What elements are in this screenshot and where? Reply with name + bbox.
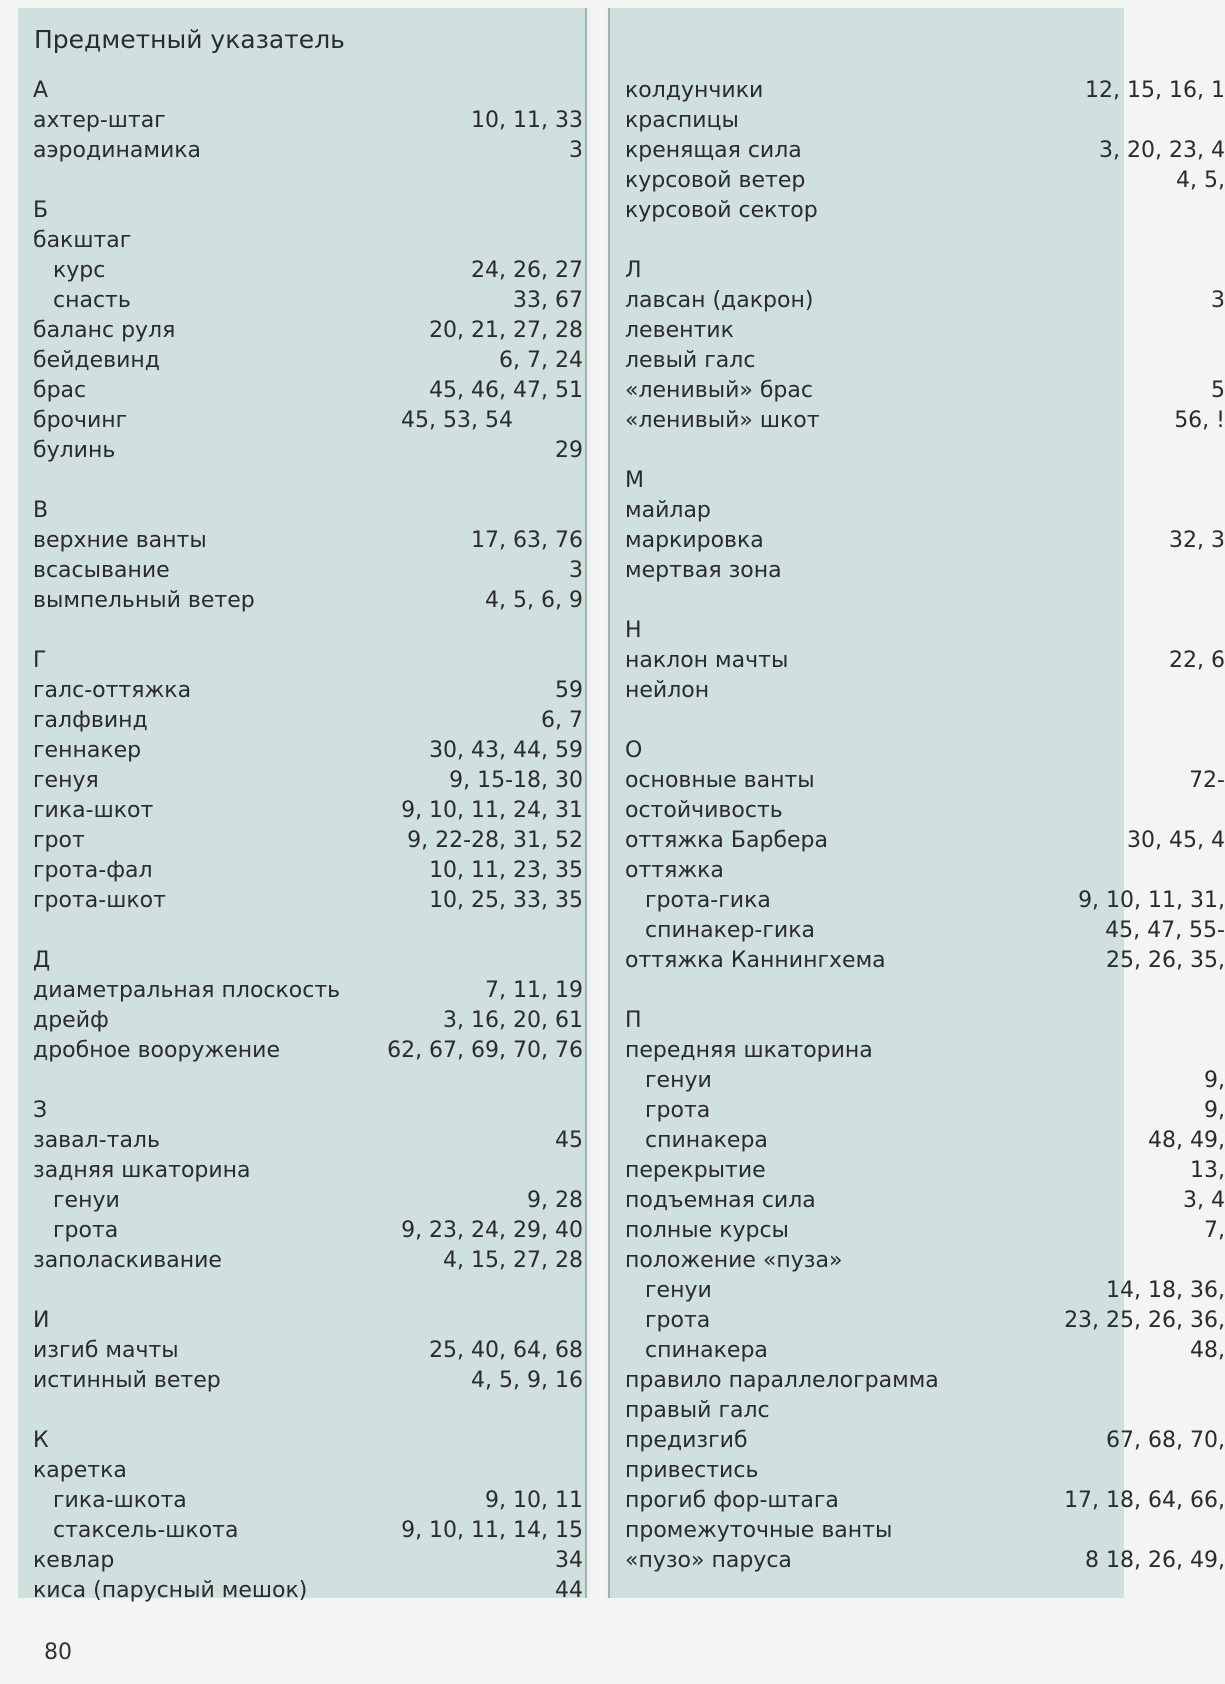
index-page-refs: 9, 22-28, 31, 52: [407, 828, 583, 853]
index-subentry: [33, 256, 583, 286]
index-term: истинный ветер: [33, 1368, 221, 1393]
index-term: снасть: [53, 288, 131, 313]
index-entry: [33, 346, 583, 376]
index-term: бейдевинд: [33, 348, 161, 373]
index-term: майлар: [625, 498, 711, 523]
index-entry: [33, 1126, 583, 1156]
index-term: галфвинд: [33, 708, 148, 733]
index-entry: [33, 526, 583, 556]
index-page-refs: 3: [569, 138, 583, 163]
index-term: задняя шкаторина: [33, 1158, 251, 1183]
index-term: курс: [53, 258, 106, 283]
index-entry: [33, 766, 583, 796]
index-letter: Л: [625, 258, 642, 283]
index-letter: В: [33, 498, 49, 523]
index-page-refs: 4, 5, 6, 9: [485, 588, 583, 613]
index-term: всасывание: [33, 558, 170, 583]
index-page-refs: 12, 15, 16, 1: [1085, 78, 1225, 103]
index-entry: [625, 1036, 1225, 1066]
index-entry: [625, 196, 1225, 226]
index-page-refs: 9, 10, 11, 24, 31: [401, 798, 583, 823]
index-page-refs: 3: [569, 558, 583, 583]
index-entry: [625, 766, 1225, 796]
index-page-refs: 56, !: [1174, 408, 1225, 433]
index-spacer: [33, 916, 583, 946]
index-entry: [625, 1186, 1225, 1216]
index-entry: [33, 676, 583, 706]
index-page-refs: 6, 7, 24: [499, 348, 583, 373]
index-letter-heading: [625, 1006, 1225, 1036]
index-page-refs: 3: [1211, 288, 1225, 313]
index-term: «ленивый» шкот: [625, 408, 820, 433]
index-term: колдунчики: [625, 78, 764, 103]
index-column-left: [18, 8, 590, 1603]
index-subentry: [625, 1276, 1225, 1306]
index-entry: [625, 1426, 1225, 1456]
index-term: маркировка: [625, 528, 764, 553]
index-term: курсовой сектор: [625, 198, 818, 223]
index-page-refs: 3, 4: [1183, 1188, 1225, 1213]
index-entry: [33, 1246, 583, 1276]
index-entry: [625, 316, 1225, 346]
index-term: правило параллелограмма: [625, 1368, 939, 1393]
index-entry: [625, 826, 1225, 856]
index-term: ахтер-штаг: [33, 108, 166, 133]
index-page-refs: 25, 26, 35,: [1106, 948, 1225, 973]
index-entry: [33, 1006, 583, 1036]
index-term: брас: [33, 378, 87, 403]
index-letter-heading: [33, 1426, 583, 1456]
index-entry: [625, 76, 1225, 106]
index-entry: [625, 1486, 1225, 1516]
index-entry: [33, 136, 583, 166]
index-page-refs: 3, 16, 20, 61: [443, 1008, 583, 1033]
index-entry: [33, 1366, 583, 1396]
index-term: вымпельный ветер: [33, 588, 255, 613]
index-term: заполаскивание: [33, 1248, 222, 1273]
index-entry: [33, 826, 583, 856]
index-page-refs: 5: [1211, 378, 1225, 403]
index-letter: А: [33, 78, 49, 103]
index-term: оттяжка Каннингхема: [625, 948, 886, 973]
index-entry: [625, 286, 1225, 316]
index-letter-heading: [33, 1306, 583, 1336]
index-subentry: [33, 1216, 583, 1246]
index-entry: [625, 1246, 1225, 1276]
index-term: дрейф: [33, 1008, 109, 1033]
index-term: стаксель-шкота: [53, 1518, 239, 1543]
index-page-refs: 14, 18, 36,: [1106, 1278, 1225, 1303]
index-entry: [625, 106, 1225, 136]
index-entry: [33, 316, 583, 346]
index-page-refs: 25, 40, 64, 68: [429, 1338, 583, 1363]
index-subentry: [625, 1336, 1225, 1366]
index-term: основные ванты: [625, 768, 815, 793]
index-term: брочинг: [33, 408, 128, 433]
index-entry: [33, 1576, 583, 1606]
index-page-refs: 7,: [1204, 1218, 1225, 1243]
index-subentry: [625, 1306, 1225, 1336]
index-spacer: [625, 706, 1225, 736]
index-page-refs: 23, 25, 26, 36,: [1064, 1308, 1225, 1333]
index-term: спинакера: [645, 1338, 768, 1363]
index-subentry: [33, 286, 583, 316]
index-entry: [33, 436, 583, 466]
index-page-refs: 45, 53, 54: [401, 408, 513, 433]
index-spacer: [625, 226, 1225, 256]
index-term: баланс руля: [33, 318, 176, 343]
index-term: «ленивый» брас: [625, 378, 813, 403]
index-entry: [625, 1156, 1225, 1186]
index-spacer: [33, 1276, 583, 1306]
index-letter: Б: [33, 198, 49, 223]
index-entry: [625, 376, 1225, 406]
index-entry: [33, 976, 583, 1006]
index-subentry: [625, 1096, 1225, 1126]
index-term: левый галс: [625, 348, 756, 373]
index-spacer: [33, 466, 583, 496]
index-term: лавсан (дакрон): [625, 288, 814, 313]
index-entry: [33, 556, 583, 586]
index-term: «пузо» паруса: [625, 1548, 792, 1573]
index-term: грот: [33, 828, 85, 853]
index-spacer: [625, 586, 1225, 616]
index-term: каретка: [33, 1458, 127, 1483]
index-entry: [625, 496, 1225, 526]
index-entry: [33, 406, 583, 436]
index-term: бакштаг: [33, 228, 132, 253]
index-page-refs: 10, 25, 33, 35: [429, 888, 583, 913]
index-letter-heading: [33, 496, 583, 526]
index-page-refs: 45, 47, 55-: [1105, 918, 1225, 943]
index-page-refs: 22, 6: [1169, 648, 1225, 673]
index-entry: [625, 1366, 1225, 1396]
index-term: генуи: [645, 1068, 712, 1093]
index-term: дробное вооружение: [33, 1038, 281, 1063]
index-page-refs: 9,: [1204, 1068, 1225, 1093]
index-term: грота-шкот: [33, 888, 166, 913]
index-page-refs: 30, 43, 44, 59: [429, 738, 583, 763]
index-term: спинакер-гика: [645, 918, 815, 943]
index-entry: [625, 1516, 1225, 1546]
index-term: киса (парусный мешок): [33, 1578, 308, 1603]
index-entry: [625, 646, 1225, 676]
index-page-refs: 67, 68, 70,: [1106, 1428, 1225, 1453]
index-term: галс-оттяжка: [33, 678, 192, 703]
index-entry: [625, 166, 1225, 196]
index-page-refs: 17, 63, 76: [471, 528, 583, 553]
index-page-refs: 4, 5, 9, 16: [471, 1368, 583, 1393]
index-term: верхние ванты: [33, 528, 207, 553]
index-letter-heading: [33, 946, 583, 976]
index-term: гика-шкот: [33, 798, 154, 823]
index-term: оттяжка Барбера: [625, 828, 828, 853]
index-entry: [625, 406, 1225, 436]
index-spacer: [625, 976, 1225, 1006]
index-term: завал-таль: [33, 1128, 160, 1153]
index-page-refs: 9, 10, 11, 31,: [1078, 888, 1225, 913]
index-page-refs: 44: [555, 1578, 583, 1603]
index-page-refs: 20, 21, 27, 28: [429, 318, 583, 343]
index-entry: [625, 946, 1225, 976]
index-term: промежуточные ванты: [625, 1518, 893, 1543]
index-term: полные курсы: [625, 1218, 789, 1243]
index-letter-heading: [625, 256, 1225, 286]
index-entry: [625, 856, 1225, 886]
index-page-refs: 7, 11, 19: [485, 978, 583, 1003]
index-term: кренящая сила: [625, 138, 802, 163]
index-letter: Д: [33, 948, 51, 973]
index-spacer: [33, 166, 583, 196]
index-page-refs: 10, 11, 23, 35: [429, 858, 583, 883]
index-spacer: [33, 1066, 583, 1096]
index-term: диаметральная плоскость: [33, 978, 341, 1003]
index-entry: [33, 1036, 583, 1066]
index-letter: И: [33, 1308, 50, 1333]
index-term: положение «пуза»: [625, 1248, 843, 1273]
index-letter: П: [625, 1008, 642, 1033]
index-term: грота-гика: [645, 888, 771, 913]
index-term: перекрытие: [625, 1158, 766, 1183]
index-subentry: [33, 1486, 583, 1516]
index-subentry: [33, 1186, 583, 1216]
index-page-refs: 9, 10, 11: [485, 1488, 583, 1513]
index-page-refs: 32, 3: [1169, 528, 1225, 553]
index-page-refs: 9, 23, 24, 29, 40: [401, 1218, 583, 1243]
index-term: краспицы: [625, 108, 739, 133]
index-term: генуи: [645, 1278, 712, 1303]
index-entry: [625, 1216, 1225, 1246]
index-entry: [33, 706, 583, 736]
index-page-refs: 72-: [1189, 768, 1225, 793]
index-entry: [625, 526, 1225, 556]
index-subentry: [625, 886, 1225, 916]
index-letter: Н: [625, 618, 642, 643]
index-term: курсовой ветер: [625, 168, 806, 193]
index-entry: [33, 586, 583, 616]
index-page-refs: 3, 20, 23, 4: [1099, 138, 1225, 163]
index-entry: [33, 886, 583, 916]
page-number: 80: [44, 1640, 72, 1665]
index-page-refs: 4, 5,: [1176, 168, 1225, 193]
index-term: нейлон: [625, 678, 710, 703]
index-page-refs: 9, 28: [527, 1188, 583, 1213]
index-page-refs: 29: [555, 438, 583, 463]
index-term: аэродинамика: [33, 138, 202, 163]
index-entry: [625, 796, 1225, 826]
index-term: булинь: [33, 438, 116, 463]
index-letter-heading: [33, 76, 583, 106]
index-page-refs: 24, 26, 27: [471, 258, 583, 283]
index-term: мертвая зона: [625, 558, 782, 583]
index-page-refs: 62, 67, 69, 70, 76: [387, 1038, 583, 1063]
index-page-refs: 34: [555, 1548, 583, 1573]
index-page-refs: 45: [555, 1128, 583, 1153]
index-subentry: [33, 1516, 583, 1546]
index-term: грота-фал: [33, 858, 153, 883]
index-entry: [33, 106, 583, 136]
index-letter-heading: [33, 1096, 583, 1126]
index-term: генуя: [33, 768, 99, 793]
index-term: грота: [53, 1218, 119, 1243]
index-spacer: [33, 1396, 583, 1426]
index-spacer: [33, 616, 583, 646]
index-page-refs: 59: [555, 678, 583, 703]
index-term: оттяжка: [625, 858, 724, 883]
index-term: привестись: [625, 1458, 759, 1483]
index-entry: [33, 226, 583, 256]
index-letter: М: [625, 468, 644, 493]
index-term: спинакера: [645, 1128, 768, 1153]
index-page-refs: 8 18, 26, 49,: [1085, 1548, 1225, 1573]
index-page-refs: 17, 18, 64, 66,: [1064, 1488, 1225, 1513]
index-list-left: [33, 76, 583, 1606]
index-term: наклон мачты: [625, 648, 789, 673]
index-term: правый галс: [625, 1398, 770, 1423]
index-entry: [33, 856, 583, 886]
index-term: грота: [645, 1308, 711, 1333]
index-page-refs: 4, 15, 27, 28: [443, 1248, 583, 1273]
index-term: прогиб фор-штага: [625, 1488, 839, 1513]
index-spacer: [625, 436, 1225, 466]
index-term: предизгиб: [625, 1428, 748, 1453]
index-page-refs: 48, 49,: [1148, 1128, 1225, 1153]
index-letter: О: [625, 738, 643, 763]
index-page-refs: 6, 7: [541, 708, 583, 733]
index-term: гика-шкота: [53, 1488, 187, 1513]
index-page-refs: 9, 15-18, 30: [449, 768, 583, 793]
index-entry: [33, 376, 583, 406]
index-page-refs: 9, 10, 11, 14, 15: [401, 1518, 583, 1543]
index-entry: [625, 1546, 1225, 1576]
index-subentry: [625, 916, 1225, 946]
index-letter-heading: [625, 616, 1225, 646]
index-letter-heading: [33, 646, 583, 676]
index-subentry: [625, 1126, 1225, 1156]
index-letter: Г: [33, 648, 47, 673]
index-entry: [33, 1156, 583, 1186]
index-letter: К: [33, 1428, 49, 1453]
index-list-right: [625, 76, 1225, 1576]
index-entry: [33, 1456, 583, 1486]
index-page-refs: 33, 67: [513, 288, 583, 313]
index-entry: [625, 676, 1225, 706]
index-page-refs: 48,: [1190, 1338, 1225, 1363]
index-entry: [33, 796, 583, 826]
index-term: подъемная сила: [625, 1188, 816, 1213]
index-entry: [625, 1456, 1225, 1486]
index-term: геннакер: [33, 738, 142, 763]
index-term: остойчивость: [625, 798, 783, 823]
index-term: грота: [645, 1098, 711, 1123]
index-term: кевлар: [33, 1548, 115, 1573]
index-term: генуи: [53, 1188, 120, 1213]
index-term: изгиб мачты: [33, 1338, 179, 1363]
page-title: Предметный указатель: [34, 25, 345, 54]
index-entry: [33, 736, 583, 766]
index-page-refs: 45, 46, 47, 51: [429, 378, 583, 403]
index-page-refs: 10, 11, 33: [471, 108, 583, 133]
index-letter-heading: [625, 466, 1225, 496]
index-column-right: [605, 8, 1225, 1598]
index-page-refs: 30, 45, 4: [1127, 828, 1225, 853]
index-entry: [625, 1396, 1225, 1426]
index-entry: [625, 346, 1225, 376]
index-subentry: [625, 1066, 1225, 1096]
index-page-refs: 9,: [1204, 1098, 1225, 1123]
index-letter-heading: [625, 736, 1225, 766]
index-term: передняя шкаторина: [625, 1038, 873, 1063]
index-entry: [625, 136, 1225, 166]
index-entry: [625, 556, 1225, 586]
index-term: левентик: [625, 318, 734, 343]
index-letter: З: [33, 1098, 48, 1123]
index-page-refs: 13,: [1190, 1158, 1225, 1183]
index-letter-heading: [33, 196, 583, 226]
index-entry: [33, 1546, 583, 1576]
index-entry: [33, 1336, 583, 1366]
